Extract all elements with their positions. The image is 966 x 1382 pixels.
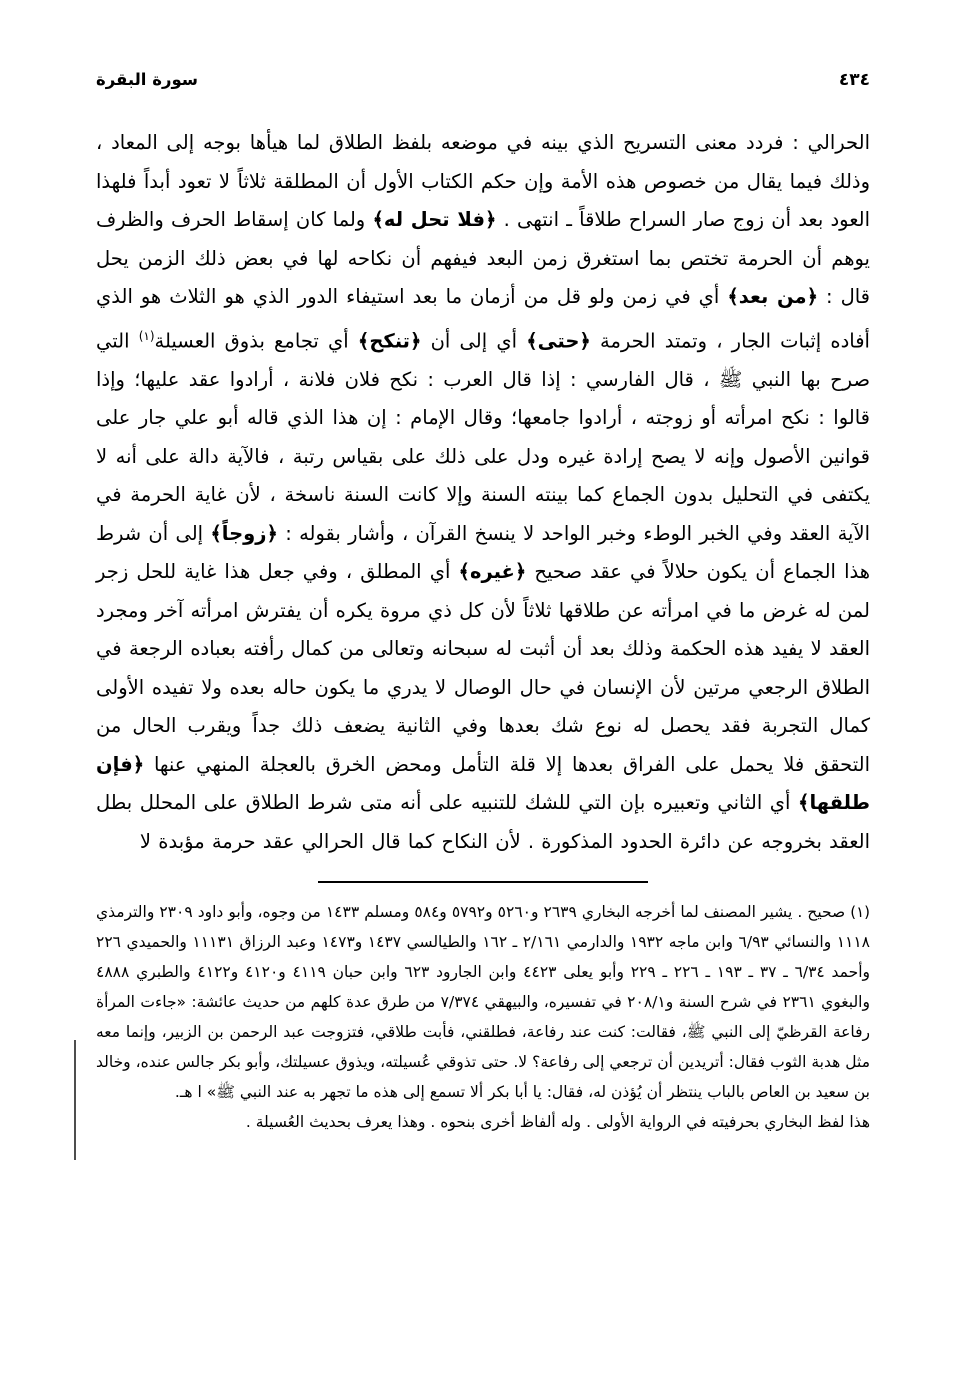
text-segment-7: إلى أن شرط هذا الجماع أن يكون حلالاً في عقد صحيح xyxy=(96,521,871,583)
quran-quote-7: ﴿فإن طلقها﴾ xyxy=(96,752,871,814)
main-text-block xyxy=(96,124,870,861)
footnote-reference: (١) xyxy=(138,328,155,343)
footnote-marker: (١) xyxy=(850,903,870,921)
text-segment-4: أي إلى أن xyxy=(430,329,518,352)
footnote-block xyxy=(96,897,870,1137)
text-segment-1: الحرالي : فردد معنى التسريح الذي بينه في موضعه بلفظ الطلاق لما هيأها بوجه إلى المعاد ، وذلك فيما يقال من خصوص هذه الأمة وإن حكم الكتاب الأول أن المطلقة ثلاثاً لا تعود أبداً فلهذا العود بعد أن زوج صار السراح طلاقاً ـ انتهى . xyxy=(96,131,870,231)
quran-quote-6: ﴿غيره﴾ xyxy=(458,560,527,583)
text-segment-5: أي تجامع بذوق العسيلة xyxy=(154,329,349,352)
quran-quote-2: ﴿من بعد﴾ xyxy=(727,285,818,308)
text-segment-2: ولما كان إسقاط الحرف والظرف يوهم أن الحرمة تختص بما استغرق زمن البعد فيفهم أن نكاحه لها في بعض ذلك الزمن يحل قال : xyxy=(96,208,870,308)
page-header xyxy=(96,70,870,96)
hadith-text: «جاءت المرأة رفاعة القرظيّ إلى النبي ﷺ، فقالت: كنت عند رفاعة، فطلقني، فأبت طلاقي، فتزوجت عبد الرحمن بن الزبير، وإنما معه مثل هدبة الثوب فقال: أتريدين أن ترجعي إلى رفاعة؟ لا. حتى تذوقي عُسيلته، ويذوق عسيلتك، وأبو بكر جالس عنده، وخالد بن سعيد بن العاص بالباب ينتظر أن يُؤذن له، فقال: يا أبا بكر ألا تسمع إلى هذه ما تجهر به عند النبي ﷺ» xyxy=(96,993,870,1101)
footnote-tail-paragraph: هذا لفظ البخاري بحرفيته في الرواية الأولى . وله ألفاظ أخرى بنحوه . وهذا يعرف بحديث العُسيلة . xyxy=(245,1113,870,1131)
page-content xyxy=(96,70,870,1137)
page-number: ٤٣٤ xyxy=(838,70,870,90)
quran-quote-5: ﴿زوجاً﴾ xyxy=(210,521,278,545)
scan-spine-mark xyxy=(74,1040,76,1160)
quran-quote-4: ﴿تنكح﴾ xyxy=(357,329,422,352)
footnote-text: صحيح . يشير المصنف لما أخرجه البخاري ٢٦٣٩ و٥٢٦٠ و٥٧٩٢ و٥٨٤ ومسلم ١٤٣٣ من وجوه، وأبو داود ٢٣٠٩ والترمذي ١١١٨ والنسائي ٦/٩٣ وابن ماجه ١٩٣٢ والدارمي ٢/١٦١ ـ ١٦٢ والطيالسي ١٤٣٧ و١٤٧٣ وعبد الرزاق ١١١٣١ والحميدي ٢٢٦ وأحمد ٦/٣٤ ـ ٣٧ ـ ١٩٣ ـ ٢٢٦ ـ ٢٢٩ وأبو يعلى ٤٤٢٣ وابن الجارود ٦٢٣ وابن حبان ٤١١٩ و٤١٢٠ و٤١٢٢ والطبري ٤٨٨٨ والبغوي ٢٣٦١ في شرح السنة و٢٠٨/١ في تفسيره، والبيهقي ٧/٣٧٤ من طرق عدة كلهم من حديث عائشة: xyxy=(96,903,870,1011)
footnote-separator xyxy=(318,881,648,883)
text-segment-3: أي في زمن ولو قل من أزمان ما بعد استيفاء الدور الذي هو الثلاث هو الذي أفاده إثبات الجار ، وتمتد الحرمة xyxy=(96,285,870,352)
footnote-paragraph xyxy=(96,897,870,1107)
text-segment-9: أي الثاني وتعبيره بإن التي للشك للتنبيه على أنه متى شرط الطلاق على المحلل بطل العقد بخروجه عن دائرة الحدود المذكورة . لأن النكاح كما قال الحرالي عقد حرمة مؤبدة لا xyxy=(96,791,870,853)
text-segment-6: التي صرح بها النبي ﷺ ، قال الفارسي : إذا قال العرب : نكح فلان فلانة ، أرادوا عقد عليها؛ وإذا قالوا : نكح امرأته أو زوجته ، أرادوا جامعها؛ وقال الإمام : إن هذا الذي قاله أبو علي جار على قوانين الأصول وإنه لا يصح إرادة غيره ودل على ذلك على بقياس رتبة ، فالآية دالة على أنه لا يكتفى في التحليل بدون الجماع كما بينته السنة وإلا كانت السنة ناسخة ، لأن غاية الحرمة في الآية العقد وفي الخبر الوطء وخبر الواحد لا ينسخ القرآن ، وأشار بقوله : xyxy=(96,329,871,545)
quran-quote-1: ﴿فلا تحل له﴾ xyxy=(372,208,497,231)
main-paragraph xyxy=(96,124,870,861)
text-segment-8: أي المطلق ، وفي جعل هذا غاية للحل زجر لمن له غرض ما في امرأته عن طلاقها ثلاثاً لأن كل ذي مروة يكره أن يفترش امرأته آخر ومجرد العقد لا يفيد هذه الحكمة وذلك بعد أن أثبت له سبحانه وتعالى من كمال رأفته بعباده الرجعة في الطلاق الرجعي مرتين لأن الإنسان في حال الوصال لا يدري ما يكون حاله بعده ولا تفيده الأولى كمال التجربة فقد يحصل له نوع شك بعدها وفي الثانية يضعف ذلك جداً ويقرب الحال من التحقق فلا يحمل على الفراق بعدها إلا قلة التأمل ومحض الخرق بالعجلة المنهي عنها xyxy=(96,560,870,776)
footnote-tail-marker: ا هـ. xyxy=(174,1083,202,1101)
sura-title: سورة البقرة xyxy=(96,70,199,89)
quran-quote-3: ﴿حتى﴾ xyxy=(526,329,591,352)
